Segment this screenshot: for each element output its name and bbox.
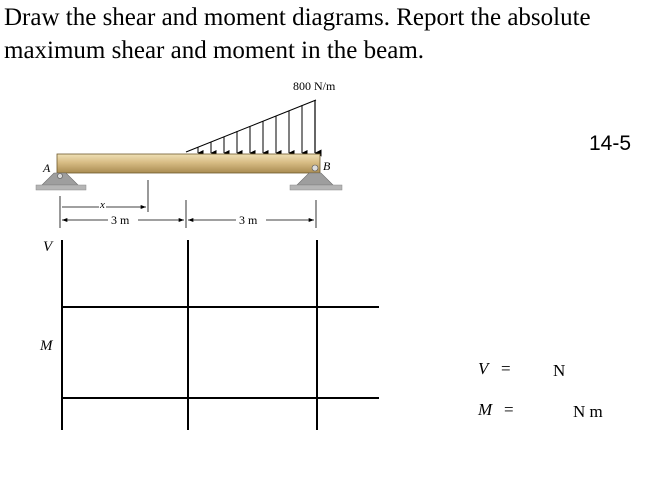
distributed-load [186, 100, 316, 153]
dimension-left-label: 3 m [111, 213, 130, 227]
shear-unit: N [553, 361, 566, 380]
problem-statement-line-2: maximum shear and moment in the beam. [4, 37, 425, 64]
problem-statement-line-1: Draw the shear and moment diagrams. Report the absolute [4, 4, 591, 31]
beam [57, 154, 320, 173]
support-a-label: A [43, 161, 51, 175]
moment-unit: N m [573, 402, 603, 421]
x-label: x [100, 199, 105, 211]
shear-answer-label: V [478, 359, 489, 378]
dimension-right-label: 3 m [239, 213, 258, 227]
support-b-label: B [323, 159, 331, 173]
shear-axis-label: V [43, 239, 53, 255]
load-top-line [186, 100, 316, 152]
load-intensity-label: 800 N/m [293, 79, 336, 93]
problem-number: 14-5 [589, 132, 632, 155]
moment-answer-label: M [478, 400, 493, 419]
moment-equals-sign: = [504, 400, 514, 419]
moment-axis-label: M [40, 338, 53, 354]
shear-equals-sign: = [501, 359, 511, 378]
diagram-grid [62, 240, 379, 430]
